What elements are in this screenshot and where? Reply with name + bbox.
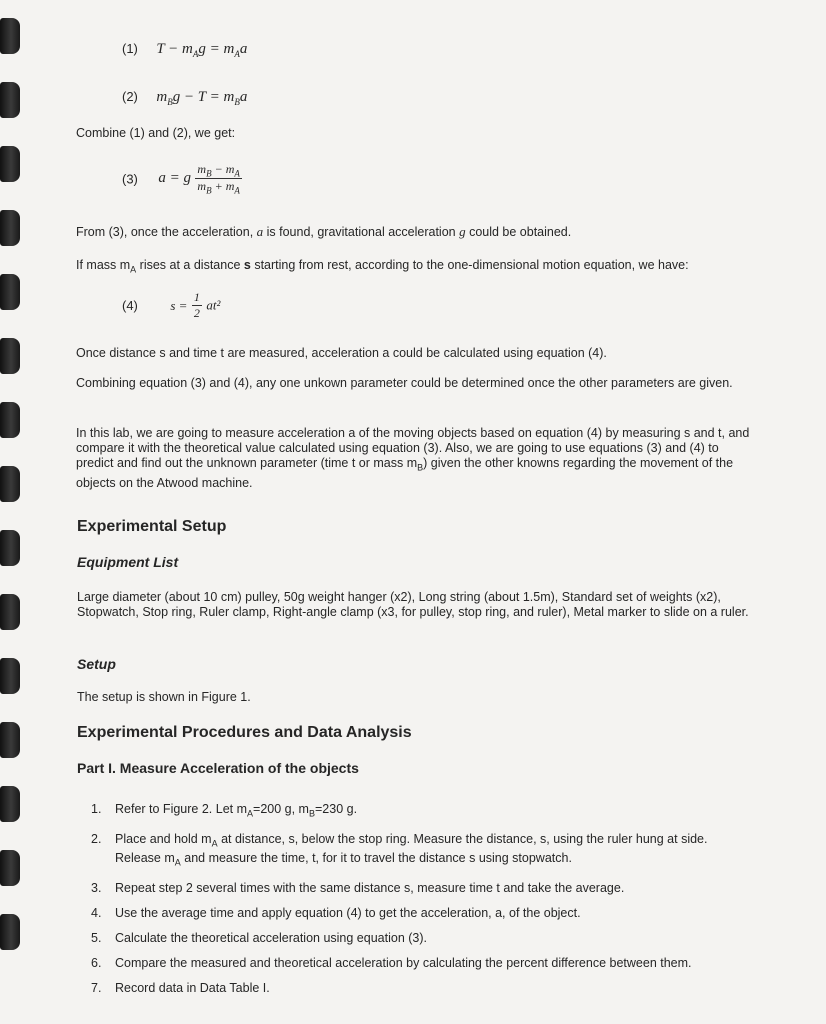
- heading-equipment-list: Equipment List: [77, 554, 179, 570]
- list-item: [77, 931, 755, 946]
- binding-coil: [0, 18, 20, 54]
- eq-term: a: [239, 89, 248, 105]
- eq-sub: A: [234, 185, 240, 196]
- combine-text: Combine (1) and (2), we get:: [76, 126, 236, 140]
- text-run: =230 g.: [315, 802, 358, 816]
- text-run: =200 g, m: [253, 802, 309, 816]
- binding-coil: [0, 402, 20, 438]
- text-sub: A: [130, 264, 137, 275]
- eq-term: a = g: [158, 170, 191, 187]
- list-item: [77, 832, 755, 871]
- list-item: [77, 906, 755, 921]
- ifmass-text: [76, 258, 796, 278]
- eq-term: g = m: [198, 41, 235, 57]
- eq4-fraction: [192, 290, 202, 321]
- lab-text: [76, 426, 752, 491]
- text-run: and measure the time, t, for it to travel the distance s using stopwatch.: [180, 851, 572, 865]
- from3-text: [76, 224, 796, 240]
- equipment-text: Large diameter (about 10 cm) pulley, 50g weight hanger (x2), Long string (about 1.5m), Standard set of weights (x2), Stopwatch, Stop ring, Ruler clamp, Right-angle clamp (x3, for pulley, stop ring, and ruler), Metal marker to slide on a ruler.: [77, 590, 749, 619]
- equation-1: [122, 40, 247, 59]
- eq-term: m: [156, 89, 168, 105]
- binding-coil: [0, 850, 20, 886]
- text-run: Repeat step 2 several times with the same distance s, measure time t and take the average.: [115, 880, 625, 895]
- eq-term: − m: [211, 162, 235, 176]
- text-run: Record data in Data Table I.: [115, 980, 270, 995]
- eq-term: a: [239, 41, 248, 57]
- eq-term: T − m: [156, 41, 193, 57]
- text-sub: A: [211, 838, 218, 848]
- text-run: Refer to Figure 2. Let m: [115, 802, 248, 816]
- eq-num: 1: [193, 290, 200, 304]
- eq-den: 2: [193, 306, 200, 320]
- text-run: Place and hold m: [115, 831, 212, 846]
- equation-4: [122, 290, 220, 321]
- heading-setup: Setup: [77, 656, 116, 672]
- list-item: [77, 881, 755, 896]
- text-run: at distance, s, below the stop ring. Measure the distance, s, using the ruler hung at side. Release m: [115, 831, 708, 865]
- step-number: 7.: [91, 980, 102, 995]
- binding-coil: [0, 658, 20, 694]
- equation-label: (4): [122, 298, 138, 313]
- text-run: could be obtained.: [465, 225, 572, 239]
- equation-3: [122, 162, 242, 196]
- text-run: If mass m: [76, 258, 131, 272]
- heading-part1: Part I. Measure Acceleration of the objects: [77, 760, 359, 776]
- eq-term: m: [197, 162, 207, 176]
- heading-experimental-setup: Experimental Setup: [77, 518, 227, 535]
- equation-label: (2): [122, 89, 138, 104]
- binding-coil: [0, 914, 20, 950]
- binding-coil: [0, 530, 20, 566]
- setup-text: The setup is shown in Figure 1.: [77, 690, 251, 704]
- step-number: 4.: [91, 905, 102, 920]
- text-run: From (3), once the acceleration,: [76, 225, 257, 239]
- binding-coil: [0, 722, 20, 758]
- eq-sub: A: [234, 49, 240, 59]
- once-text: Once distance s and time t are measured, acceleration a could be calculated using equation (4).: [76, 346, 607, 360]
- eq-sub: B: [206, 168, 212, 179]
- step-number: 1.: [91, 802, 102, 816]
- text-run: Calculate the theoretical acceleration using equation (3).: [115, 930, 427, 945]
- eq-sub: B: [167, 97, 173, 107]
- binding-coil: [0, 146, 20, 182]
- eq-term: s =: [170, 297, 188, 313]
- eq-sub: B: [206, 185, 212, 196]
- procedure-steps: [77, 802, 755, 1006]
- text-sub: B: [417, 462, 424, 473]
- text-var: a: [256, 224, 264, 239]
- text-sub: A: [174, 857, 181, 868]
- list-item: [77, 981, 755, 996]
- binding-coil: [0, 466, 20, 502]
- equation-label: (1): [122, 41, 138, 56]
- list-item: [77, 956, 755, 971]
- binding-coil: [0, 82, 20, 118]
- binding-coil: [0, 338, 20, 374]
- text-var: g: [459, 224, 466, 239]
- list-item: [77, 802, 755, 822]
- heading-procedures: Experimental Procedures and Data Analysis: [77, 724, 412, 741]
- step-number: 5.: [91, 930, 102, 945]
- step-number: 3.: [91, 880, 102, 895]
- eq-sub: B: [234, 97, 240, 107]
- text-sub: B: [308, 808, 315, 819]
- eq-term: m: [197, 179, 207, 194]
- step-number: 2.: [91, 831, 102, 846]
- text-run: is found, gravitational acceleration: [263, 225, 460, 239]
- equation-2: [122, 88, 247, 107]
- binding-coil: [0, 210, 20, 246]
- eq-term: at²: [206, 297, 221, 313]
- text-run: Use the average time and apply equation (4) to get the acceleration, a, of the object.: [115, 905, 581, 920]
- eq-term: + m: [211, 179, 235, 194]
- text-run: starting from rest, according to the one-dimensional motion equation, we have:: [250, 258, 689, 272]
- equation-label: (3): [122, 171, 138, 187]
- binding-coil: [0, 786, 20, 822]
- eq3-fraction: [195, 162, 241, 196]
- text-run: Compare the measured and theoretical acceleration by calculating the percent difference between them.: [115, 955, 692, 970]
- eq-sub: A: [234, 168, 240, 179]
- combining-text: Combining equation (3) and (4), any one unkown parameter could be determined once the other parameters are given.: [76, 376, 733, 390]
- binding-coil: [0, 274, 20, 310]
- spiral-binding: [0, 0, 24, 1024]
- text-bold: s: [243, 258, 251, 272]
- eq-sub: A: [192, 49, 199, 59]
- text-run: rises at a distance: [136, 258, 244, 272]
- eq-term: g − T = m: [172, 89, 235, 105]
- text-sub: A: [247, 808, 254, 819]
- text-run: ) given the other knowns regarding the movement of the objects on the Atwood machine.: [76, 456, 734, 490]
- step-number: 6.: [91, 955, 102, 970]
- text-run: In this lab, we are going to measure acceleration a of the moving objects based on equation (4) by measuring s and t, and compare it with the theoretical value calculated using equation (3). Also, we are going to use equations (3) and (4) to predict and find out the unknown parameter (time t or mass m: [76, 426, 750, 470]
- binding-coil: [0, 594, 20, 630]
